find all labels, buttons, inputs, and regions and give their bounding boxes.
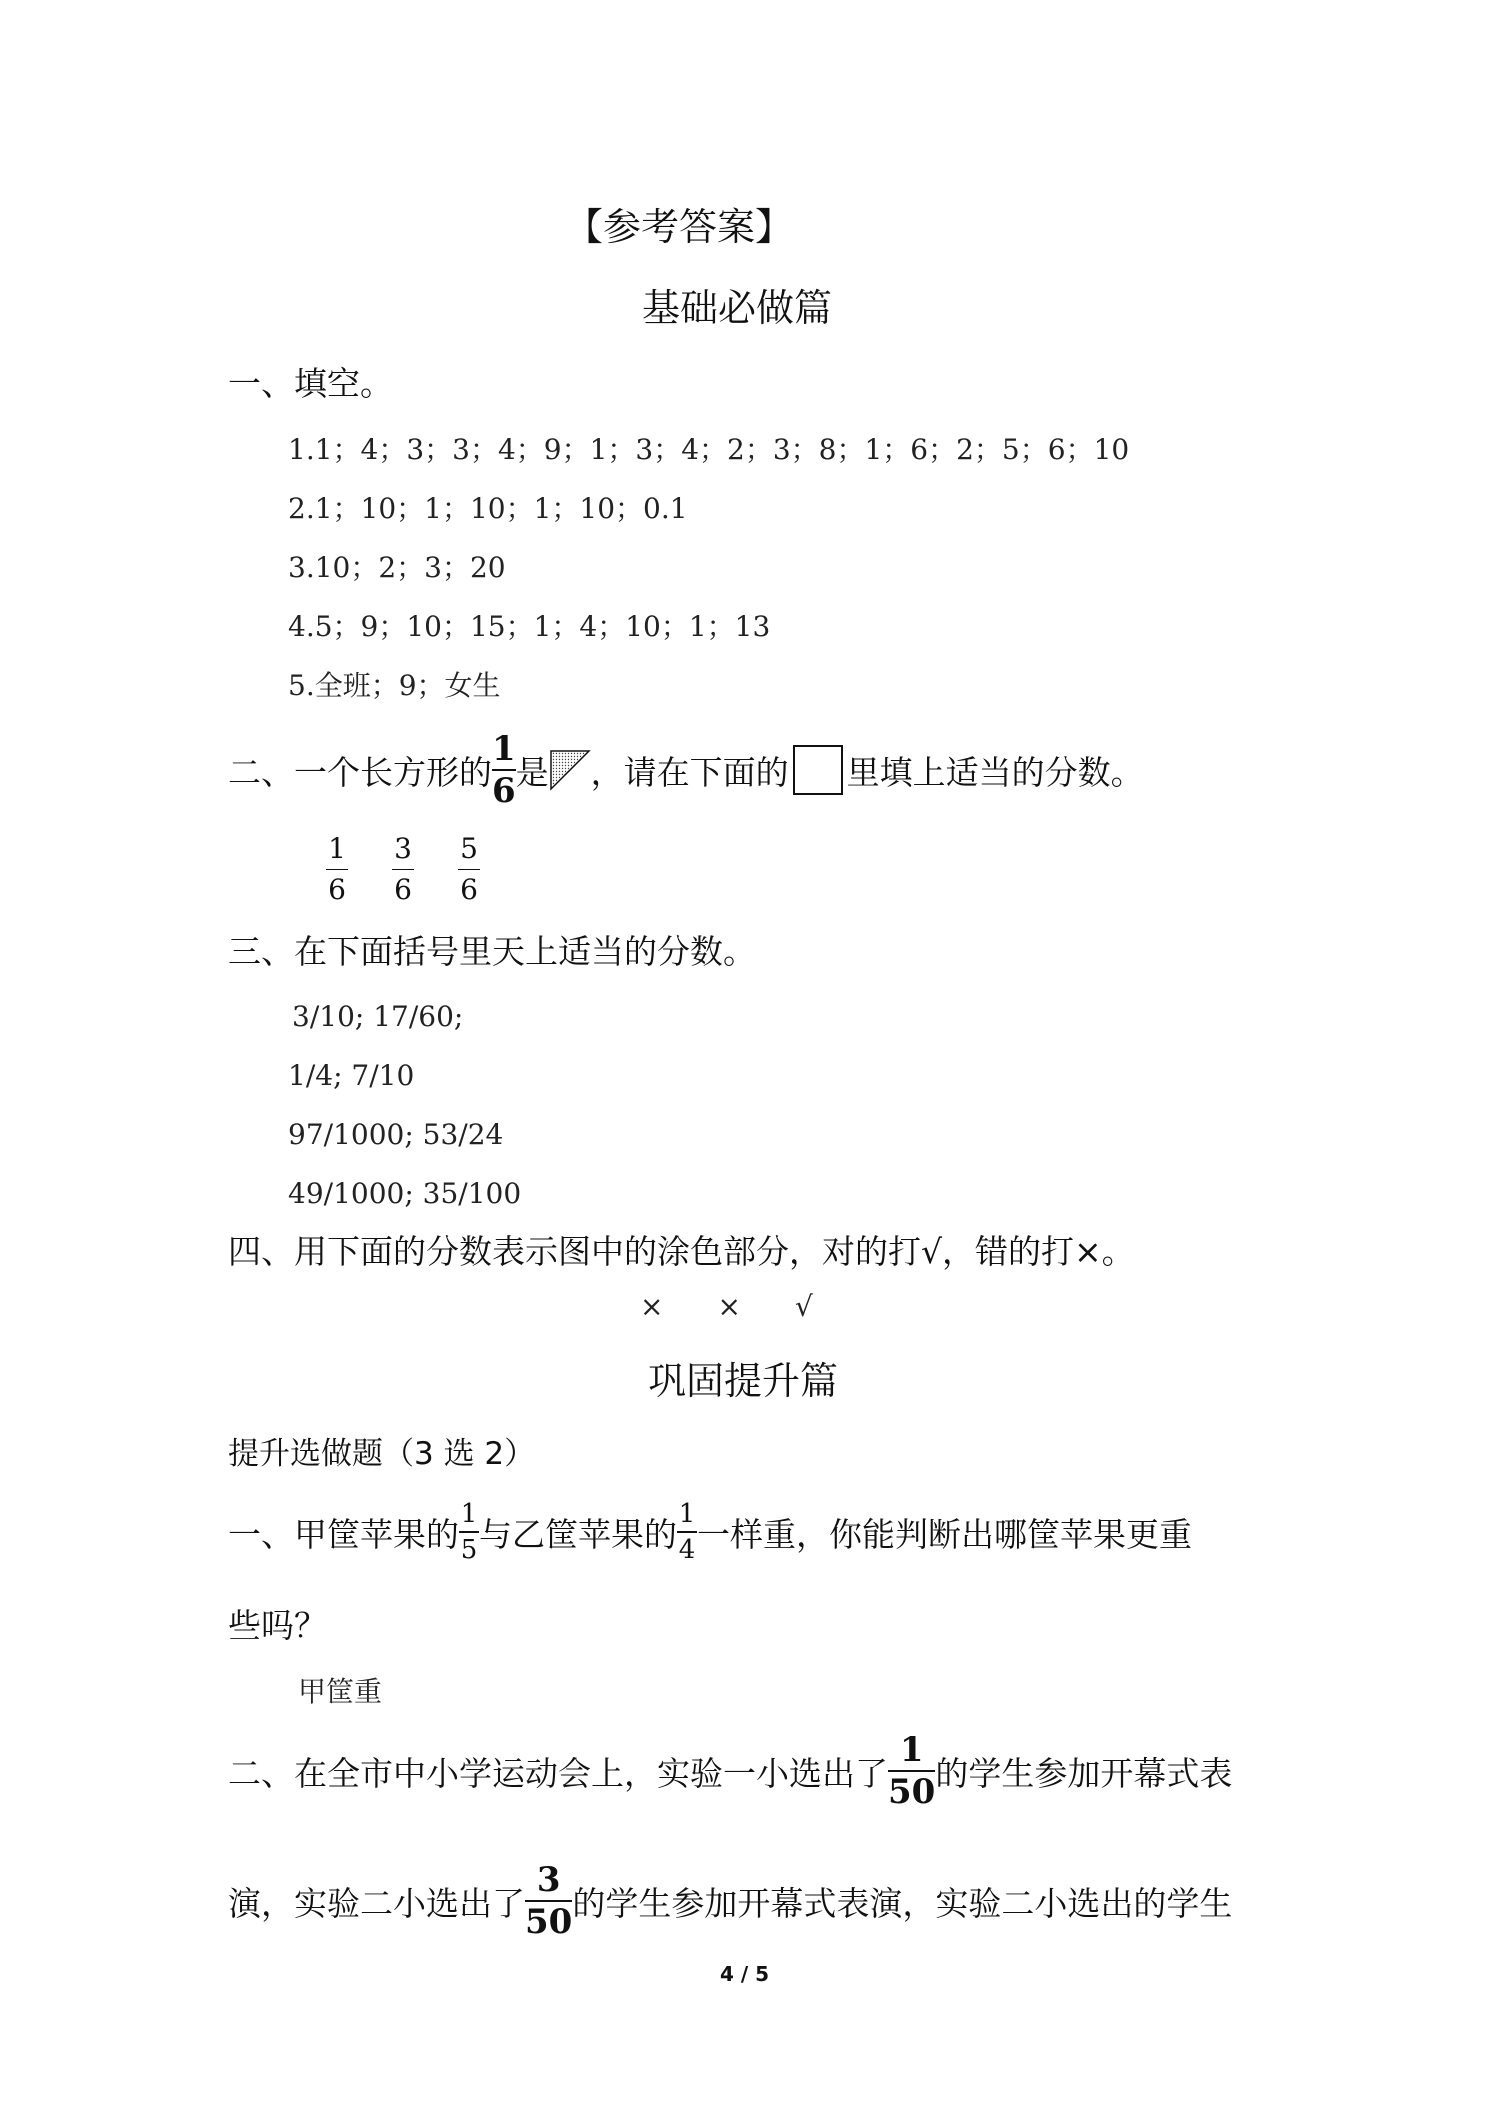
q2-line2-suffix: 的学生参加开幕式表演，实验二小选出的学生 xyxy=(572,1883,1233,1923)
sec1-answer-2: 2.1；10；1；10；1；10；0.1 xyxy=(288,492,688,525)
part1-title: 基础必做篇 xyxy=(642,286,833,330)
sec2-question xyxy=(228,730,1144,810)
cross-mark: × xyxy=(640,1290,664,1323)
answer-frac-den: 6 xyxy=(328,873,346,906)
q1-line2: 些吗？ xyxy=(228,1606,327,1645)
sec1-answer-5: 5.全班；9；女生 xyxy=(288,669,501,702)
sec3-answer-3: 97/1000; 53/24 xyxy=(288,1118,504,1151)
part2-title: 巩固提升篇 xyxy=(648,1359,839,1403)
cross-mark: × xyxy=(717,1290,741,1323)
sec3-answer-4: 49/1000; 35/100 xyxy=(288,1177,522,1210)
empty-box-icon xyxy=(793,745,843,795)
frac-den: 50 xyxy=(525,1902,573,1942)
fraction-bar xyxy=(458,869,480,870)
q1-fraction-1 xyxy=(459,1501,479,1563)
q1-prefix: 一、甲筐苹果的 xyxy=(228,1514,459,1554)
answer-frac-num: 1 xyxy=(328,832,346,865)
q2-suffix1: 的学生参加开幕式表 xyxy=(935,1753,1233,1793)
answer-frac-den: 6 xyxy=(460,873,478,906)
frac-den: 50 xyxy=(888,1772,936,1812)
frac-num: 1 xyxy=(899,1730,924,1770)
sec2-frac-den: 6 xyxy=(492,771,516,811)
sec2-answer-fraction xyxy=(326,832,348,906)
fraction-bar xyxy=(459,1531,479,1533)
sec4-marks xyxy=(640,1290,813,1323)
q2-prefix: 二、在全市中小学运动会上，实验一小选出了 xyxy=(228,1753,888,1793)
sec1-answer-1: 1.1；4；3；3；4；9；1；3；4；2；3；8；1；6；2；5；6；10 xyxy=(288,433,1130,466)
fraction-bar xyxy=(392,869,414,870)
answer-frac-num: 3 xyxy=(394,832,412,865)
q1-mid: 与乙筐苹果的 xyxy=(479,1514,677,1554)
sec3-answer-2: 1/4; 7/10 xyxy=(288,1059,415,1092)
q1-suffix: 一样重，你能判断出哪筐苹果更重 xyxy=(697,1514,1192,1554)
sec1-answer-4: 4.5；9；10；15；1；4；10；1；13 xyxy=(288,610,771,643)
sec3-answer-1: 3/10; 17/60; xyxy=(292,1000,464,1033)
sec1-answer-3: 3.10；2；3；20 xyxy=(288,551,506,584)
frac-num: 1 xyxy=(678,1499,696,1529)
frac-den: 5 xyxy=(460,1535,478,1565)
q2-line1 xyxy=(228,1726,1232,1816)
q2-fraction-1 xyxy=(888,1730,936,1812)
check-mark: √ xyxy=(794,1290,813,1323)
q1-question xyxy=(228,1492,1192,1572)
sec2-mid: 是 xyxy=(515,752,549,792)
frac-den: 4 xyxy=(678,1535,696,1565)
sec1-title: 一、填空。 xyxy=(228,364,393,403)
fraction-bar xyxy=(677,1531,697,1533)
frac-num: 1 xyxy=(460,1499,478,1529)
fraction-bar xyxy=(326,869,348,870)
q2-line2 xyxy=(228,1856,1232,1946)
q1-fraction-2 xyxy=(677,1501,697,1563)
sec2-answers xyxy=(326,832,480,906)
answer-frac-num: 5 xyxy=(460,832,478,865)
answer-frac-den: 6 xyxy=(394,873,412,906)
sec2-fraction xyxy=(492,729,516,811)
q1-answer: 甲筐重 xyxy=(298,1675,383,1708)
q2-fraction-2 xyxy=(525,1860,573,1942)
sec2-frac-num: 1 xyxy=(492,729,516,769)
answer-key-title: 【参考答案】 xyxy=(565,205,794,249)
q2-line2-prefix: 演，实验二小选出了 xyxy=(228,1883,525,1923)
shaded-triangle-icon xyxy=(549,749,591,791)
frac-num: 3 xyxy=(536,1860,561,1900)
sec3-title: 三、在下面括号里天上适当的分数。 xyxy=(228,932,756,971)
sec2-answer-fraction xyxy=(392,832,414,906)
sec2-suffix: 里填上适当的分数。 xyxy=(846,752,1144,792)
page-number: 4 / 5 xyxy=(720,1962,770,1986)
sec4-title: 四、用下面的分数表示图中的涂色部分，对的打√，错的打×。 xyxy=(228,1232,1135,1271)
sec2-prefix: 二、一个长方形的 xyxy=(228,752,492,792)
part2-subtitle: 提升选做题（3 选 2） xyxy=(228,1436,536,1472)
sec2-after-rect: ，请在下面的 xyxy=(590,752,789,792)
sec2-answer-fraction xyxy=(458,832,480,906)
